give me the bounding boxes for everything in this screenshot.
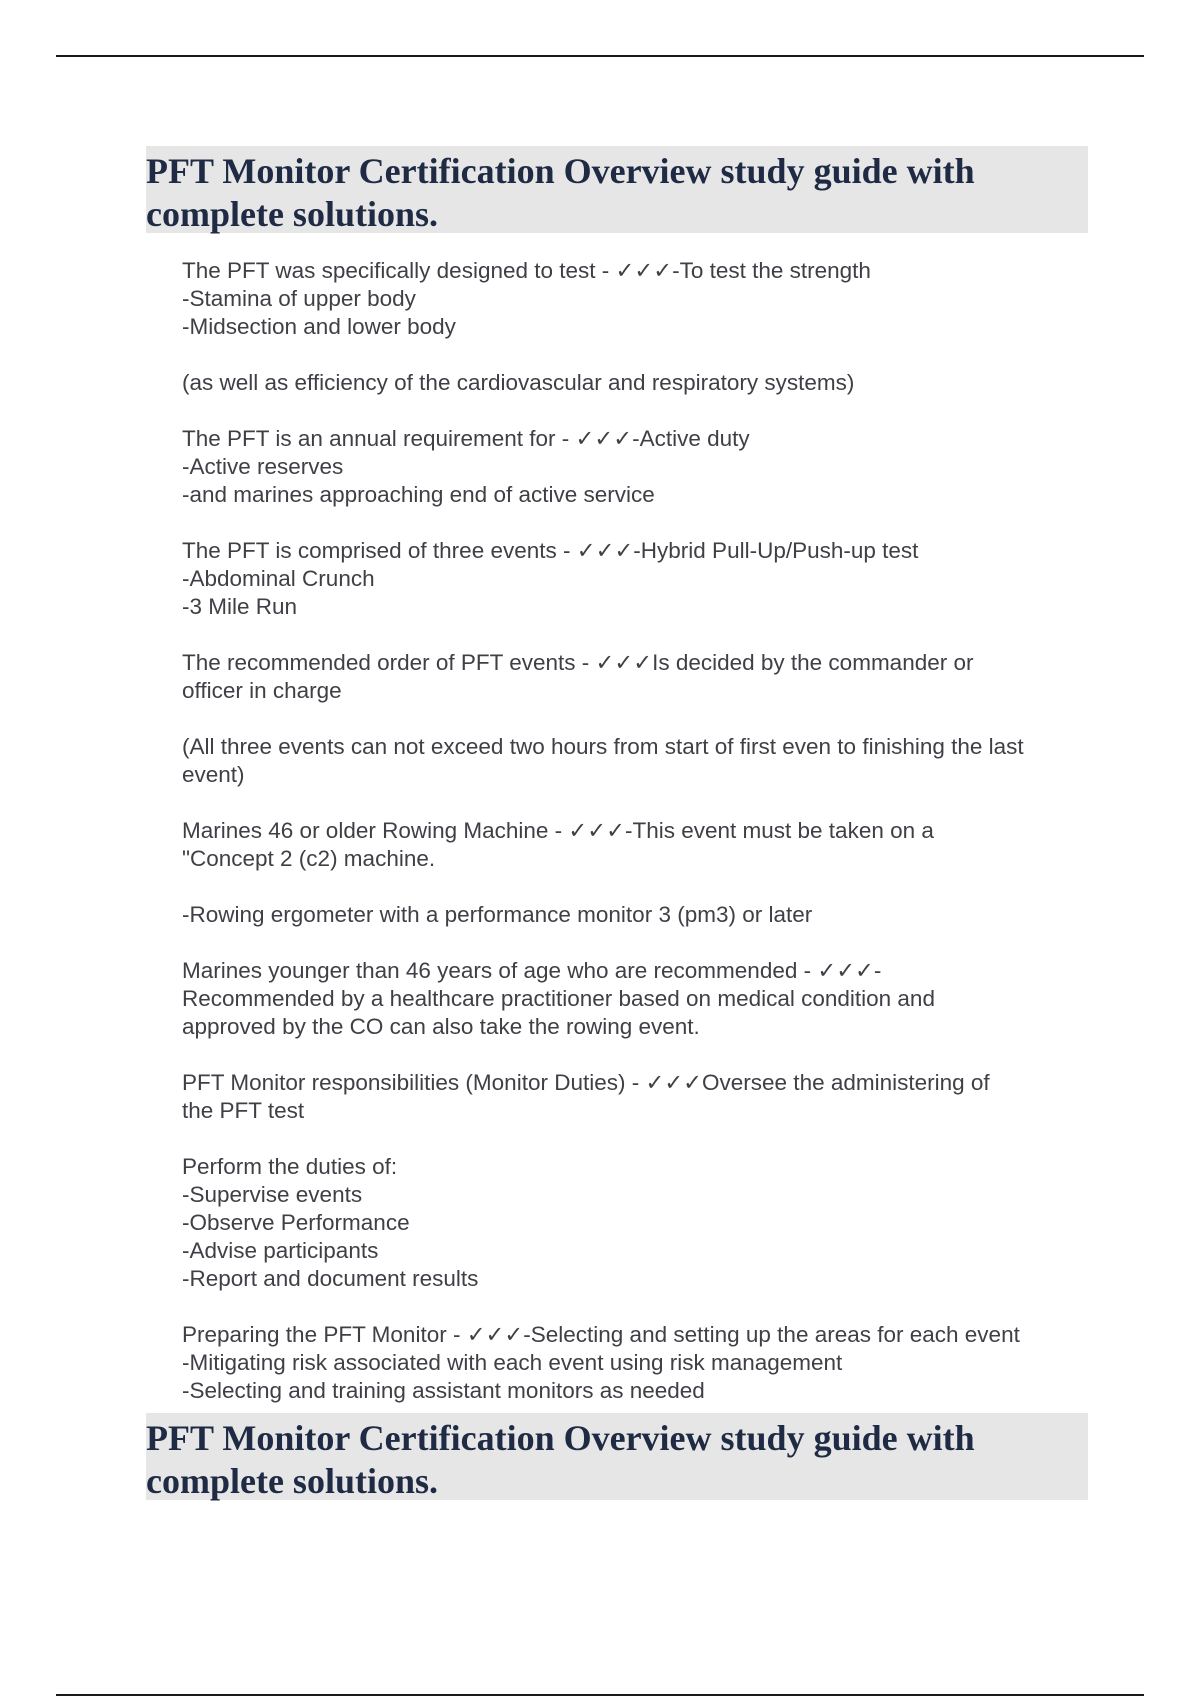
qa-entry: Marines younger than 46 years of age who are recommended - ✓✓✓- Recommended by a healthcare practitioner based on medical condition and approved by the CO can also take the rowing event. (182, 958, 935, 1039)
document-title: PFT Monitor Certification Overview study guide with complete solutions. (146, 151, 975, 234)
footer-title-band (146, 1413, 1088, 1500)
qa-entry: PFT Monitor responsibilities (Monitor Duties) - ✓✓✓Oversee the administering of the PFT test (182, 1070, 990, 1123)
qa-entry: Marines 46 or older Rowing Machine - ✓✓✓-This event must be taken on a "Concept 2 (c2) machine. (182, 818, 934, 871)
footer-rule (56, 1694, 1144, 1696)
footer-title: PFT Monitor Certification Overview study guide with complete solutions. (146, 1418, 975, 1501)
qa-entry: -Rowing ergometer with a performance monitor 3 (pm3) or later (182, 902, 813, 927)
document-body (182, 257, 1092, 1433)
qa-entry: The PFT was specifically designed to test - ✓✓✓-To test the strength -Stamina of upper body -Midsection and lower body (182, 258, 871, 339)
qa-entry: (as well as efficiency of the cardiovascular and respiratory systems) (182, 370, 855, 395)
qa-entry: (All three events can not exceed two hours from start of first even to finishing the last event) (182, 734, 1024, 787)
qa-entry: Perform the duties of: -Supervise events -Observe Performance -Advise participants -Report and document results (182, 1154, 479, 1291)
qa-entry: Preparing the PFT Monitor - ✓✓✓-Selecting and setting up the areas for each event -Mitigating risk associated with each event using risk management -Selecting and training assistant monitors as needed (182, 1322, 1020, 1403)
header-rule (56, 55, 1144, 57)
qa-entry: The PFT is comprised of three events - ✓✓✓-Hybrid Pull-Up/Push-up test -Abdominal Crunch -3 Mile Run (182, 538, 919, 619)
title-band (146, 146, 1088, 233)
qa-entry: The PFT is an annual requirement for - ✓✓✓-Active duty -Active reserves -and marines approaching end of active service (182, 426, 750, 507)
qa-entry: The recommended order of PFT events - ✓✓✓Is decided by the commander or officer in charge (182, 650, 974, 703)
